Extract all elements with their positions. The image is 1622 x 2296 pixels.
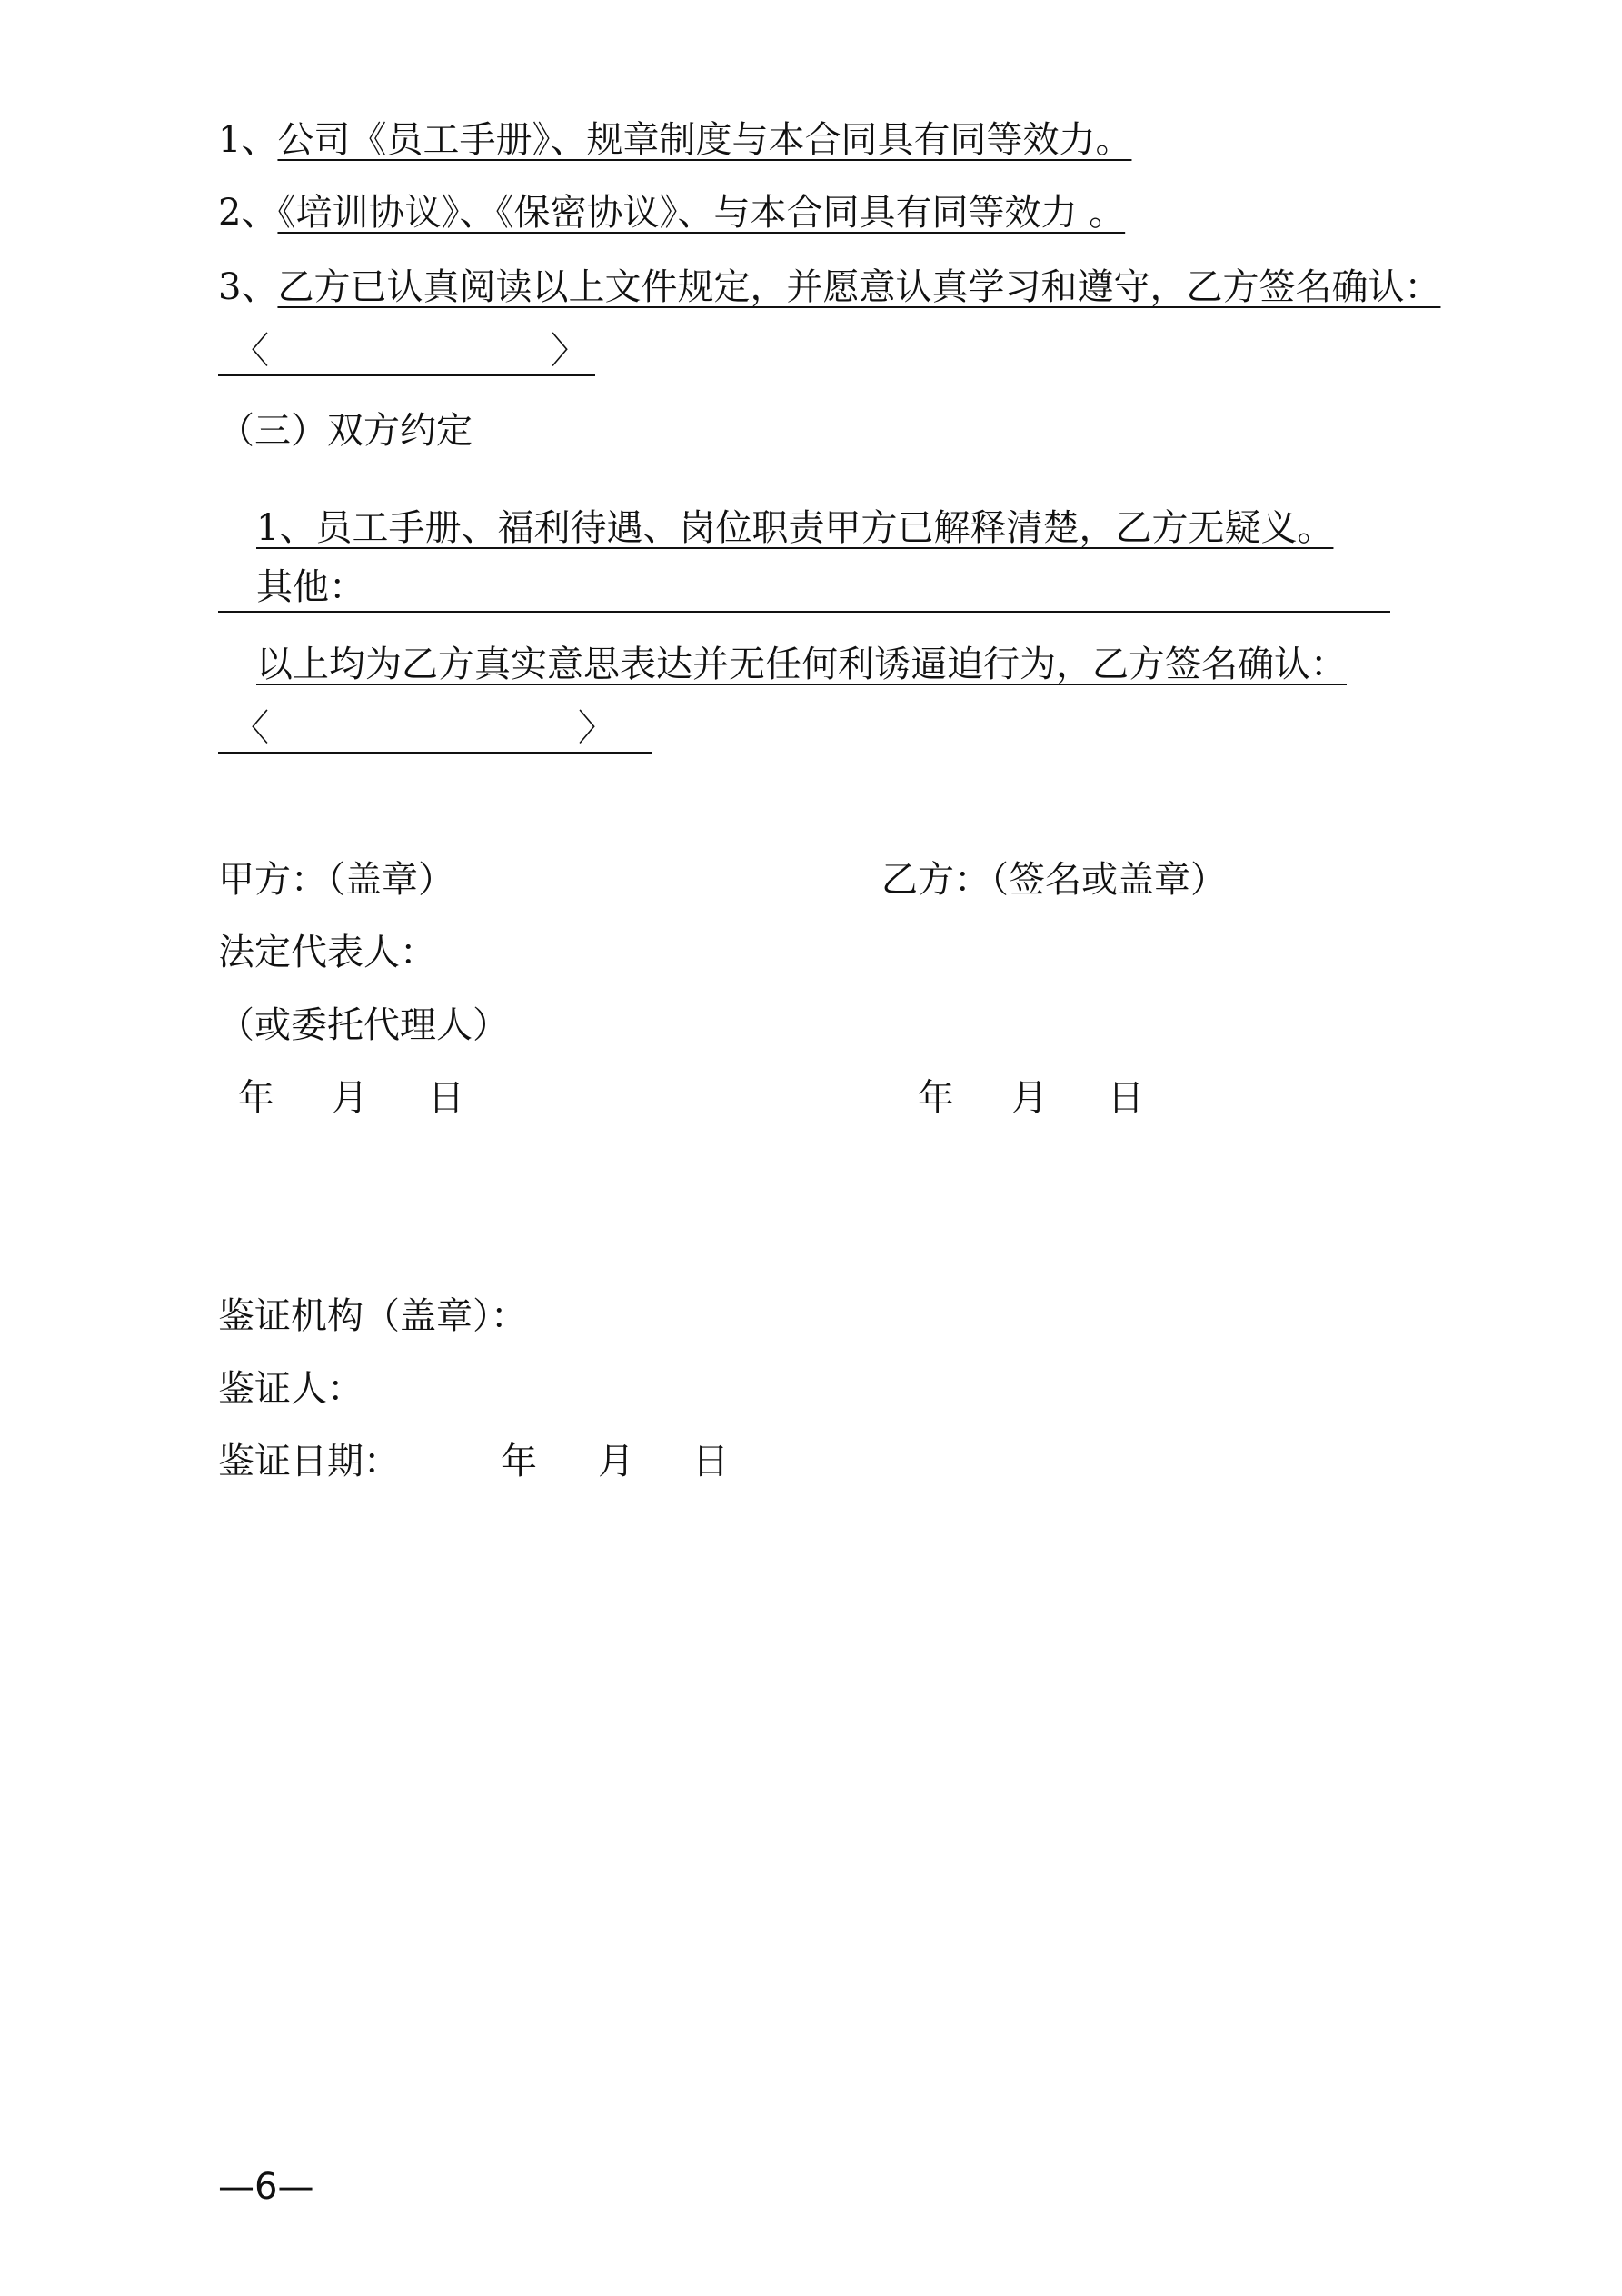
signature-field-1[interactable] — [218, 327, 595, 376]
signature-close-bracket: 〉 — [578, 707, 614, 749]
item-1-text: 公司《员工手册》、规章制度与本合同具有同等效力。 — [277, 119, 1132, 161]
date-day: 日 — [692, 1441, 729, 1482]
date-year: 年 — [501, 1441, 537, 1482]
item-1-number: 1、 — [218, 119, 278, 161]
date-year: 年 — [238, 1077, 274, 1119]
other-field[interactable] — [218, 564, 1390, 613]
agent-label: （或委托代理人） — [218, 1004, 509, 1046]
signature-close-bracket: 〉 — [551, 330, 587, 372]
section-3-item-1: 1、员工手册、福利待遇、岗位职责甲方已解释清楚，乙方无疑义。 — [256, 507, 1334, 549]
verifier-label: 鉴证人： — [218, 1368, 363, 1410]
item-3-text: 乙方已认真阅读以上文件规定，并愿意认真学习和遵守，乙方签名确认： — [277, 266, 1441, 308]
signature-field-2[interactable] — [218, 704, 652, 754]
date-month: 月 — [598, 1441, 634, 1482]
item-3-number: 3、 — [218, 266, 278, 308]
other-label: 其他： — [256, 566, 365, 608]
party-b-label: 乙方：（签名或盖章） — [881, 859, 1227, 901]
item-2-text: 《培训协议》、《保密协议》、与本合同具有同等效力 。 — [277, 192, 1126, 234]
party-a-label: 甲方：（盖章） — [218, 859, 454, 901]
date-day: 日 — [428, 1077, 464, 1119]
verification-date-label: 鉴证日期： — [218, 1441, 400, 1482]
item-3 — [218, 264, 1440, 311]
signature-open-bracket: 〈 — [233, 330, 269, 372]
item-2-number: 2、 — [218, 192, 278, 234]
date-day: 日 — [1108, 1077, 1144, 1119]
date-year: 年 — [918, 1077, 954, 1119]
date-month: 月 — [332, 1077, 368, 1119]
section-3-confirm: 以上均为乙方真实意思表达并无任何利诱逼迫行为，乙方签名确认： — [256, 644, 1347, 685]
date-month: 月 — [1011, 1077, 1048, 1119]
item-2 — [218, 189, 1125, 236]
legal-representative-label: 法定代表人： — [218, 932, 436, 973]
section-3-heading: （三）双方约定 — [218, 410, 473, 452]
page-number: —6— — [218, 2166, 314, 2208]
verification-org-label: 鉴证机构（盖章）： — [218, 1295, 527, 1337]
item-1 — [218, 116, 1131, 164]
signature-open-bracket: 〈 — [233, 707, 269, 749]
